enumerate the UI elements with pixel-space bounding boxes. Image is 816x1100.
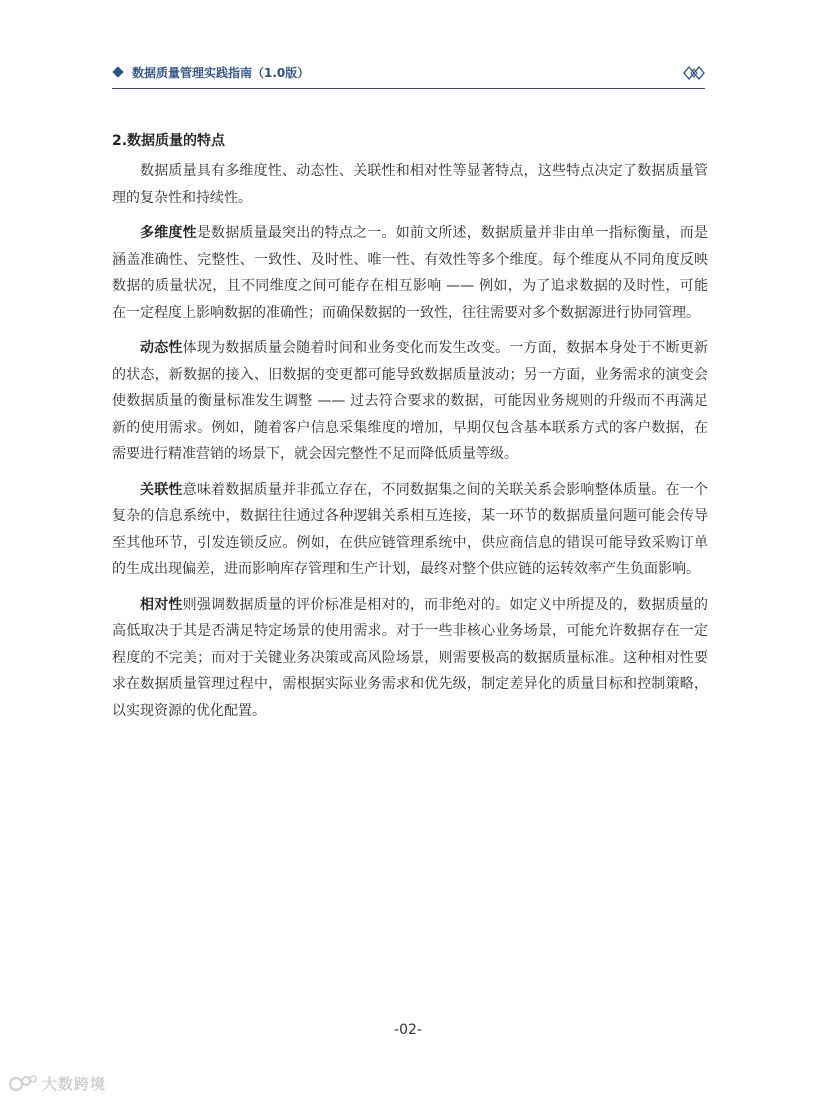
feature-paragraph-relevance	[112, 477, 708, 583]
feature-text: 则强调数据质量的评价标准是相对的，而非绝对的。如定义中所提及的，数据质量的高低取决于其是否满足特定场景的使用需求。对于一些非核心业务场景，可能允许数据存在一定程度的不完美；而对于关键业务决策或高风险场景，则需要极高的数据质量标准。这种相对性要求在数据质量管理过程中，需根据实际业务需求和优先级，制定差异化的质量目标和控制策略，以实现资源的优化配置。	[112, 596, 709, 719]
watermark	[8, 1072, 106, 1094]
intro-paragraph: 数据质量具有多维度性、动态性、关联性和相对性等显著特点，这些特点决定了数据质量管理的复杂性和持续性。	[112, 163, 708, 206]
feature-paragraph-relativity	[112, 592, 708, 725]
diamond-bullet-icon	[112, 66, 123, 77]
feature-text: 是数据质量最突出的特点之一。如前文所述，数据质量并非由单一指标衡量，而是涵盖准确性、完整性、一致性、及时性、唯一性、有效性等多个维度。每个维度从不同角度反映数据的质量状况，且不同维度之间可能存在相互影响 —— 例如，为了追求数据的及时性，可能在一定程度上影响数据的准确性；而确保数据的一致性，往往需要对多个数据源进行协同管理。	[112, 225, 709, 321]
feature-paragraph-dynamic	[112, 335, 708, 468]
page-header	[112, 64, 705, 89]
feature-text: 意味着数据质量并非孤立存在，不同数据集之间的关联关系会影响整体质量。在一个复杂的信息系统中，数据往往通过各种逻辑关系相互连接，某一环节的数据质量问题可能会传导至其他环节，引发连锁反应。例如，在供应链管理系统中，供应商信息的错误可能导致采购订单的生成出现偏差，进而影响库存管理和生产计划，最终对整个供应链的运转效率产生负面影响。	[112, 481, 709, 577]
watermark-logo-icon	[8, 1073, 38, 1093]
double-diamond-logo-icon	[683, 66, 705, 80]
feature-paragraph-multidimensional	[112, 220, 708, 326]
feature-term: 相对性	[140, 596, 183, 613]
feature-term: 多维度性	[140, 225, 197, 241]
main-content	[112, 130, 708, 733]
document-title: 数据质量管理实践指南（1.0版）	[132, 66, 310, 80]
feature-term: 关联性	[140, 481, 183, 498]
feature-text: 体现为数据质量会随着时间和业务变化而发生改变。一方面，数据本身处于不断更新的状态，新数据的接入、旧数据的变更都可能导致数据质量波动；另一方面，业务需求的演变会使数据质量的衡量标准发生调整 —— 过去符合要求的数据，可能因业务规则的升级而不再满足新的使用需求。例如，随着客户信息采集维度的增加，早期仅包含基本联系方式的客户数据，在需要进行精准营销的场景下，就会因完整性不足而降低质量等级。	[112, 340, 709, 462]
feature-term: 动态性	[140, 340, 183, 356]
watermark-text: 大数跨境	[42, 1074, 107, 1093]
section-heading: 2.数据质量的特点	[112, 133, 226, 149]
page-number: -02-	[394, 1022, 422, 1038]
